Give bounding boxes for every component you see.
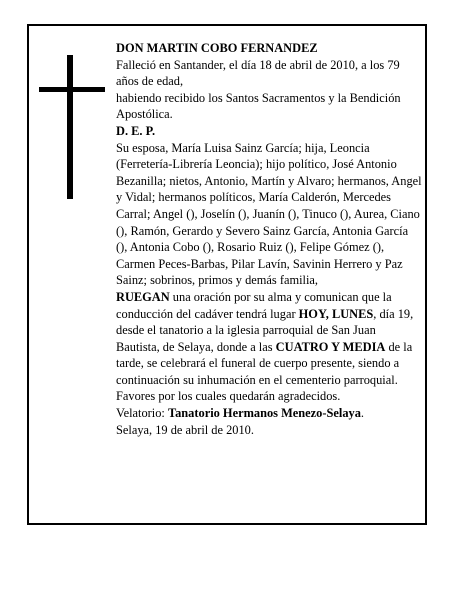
funeral-time: CUATRO Y MEDIA: [275, 339, 386, 354]
cross-vertical-bar: [67, 55, 73, 199]
request-part-1: una oración por su alma y comunican que la conducción del cadáver tendrá lugar: [116, 289, 392, 321]
hoy-lunes-label: HOY, LUNES: [298, 306, 374, 321]
dep-line: D. E. P.: [116, 123, 156, 138]
request-paragraph: [116, 289, 422, 405]
ruegan-label: RUEGAN: [116, 289, 170, 304]
wake-end: .: [360, 406, 365, 421]
wake-place: Tanatorio Hermanos Menezo-Selaya: [167, 406, 361, 421]
death-line: Falleció en Santander, el día 18 de abril de 2010, a los 79 años de edad,: [116, 57, 400, 89]
request-part-3: de la tarde, se celebrará el funeral de cuerpo presente, siendo a continuación su inhumación en el cementerio parroquial. Favores por los cuales quedarán agradecidos.: [116, 339, 413, 404]
cross-icon: [39, 55, 105, 199]
deceased-name: DON MARTIN COBO FERNANDEZ: [116, 41, 318, 55]
place-date: Selaya, 19 de abril de 2010.: [116, 422, 254, 437]
wake-line: [116, 405, 422, 422]
obituary-card: [27, 24, 427, 525]
family-paragraph: Su esposa, María Luisa Sainz García; hija, Leoncia (Ferretería-Librería Leoncia); hijo político, José Antonio Bezanilla; nietos, Antonio, Martín y Alvaro; hermanos, Angel y Vidal; hermanos políticos, María Calderón, Mercedes Carral; Angel (), Joselín (), Juanín (), Tinuco (), Aurea, Ciano (), Ramón, Gerardo y Severo Sainz García, Antonia García (), Antonia Cobo (), Rosario Ruiz (), Felipe Gómez (), Carmen Peces-Barbas, Pilar Lavín, Savinin Herrero y Paz Sainz; sobrinos, primos y demás familia,: [116, 140, 422, 288]
wake-label: Velatorio:: [116, 406, 168, 421]
request-part-2: , día 19, desde el tanatorio a la iglesia parroquial de San Juan Bautista, de Selaya, donde a las: [116, 306, 414, 354]
obituary-text: [116, 40, 422, 438]
sacraments-line: habiendo recibido los Santos Sacramentos y la Bendición Apostólica.: [116, 90, 401, 122]
cross-horizontal-bar: [39, 87, 105, 92]
